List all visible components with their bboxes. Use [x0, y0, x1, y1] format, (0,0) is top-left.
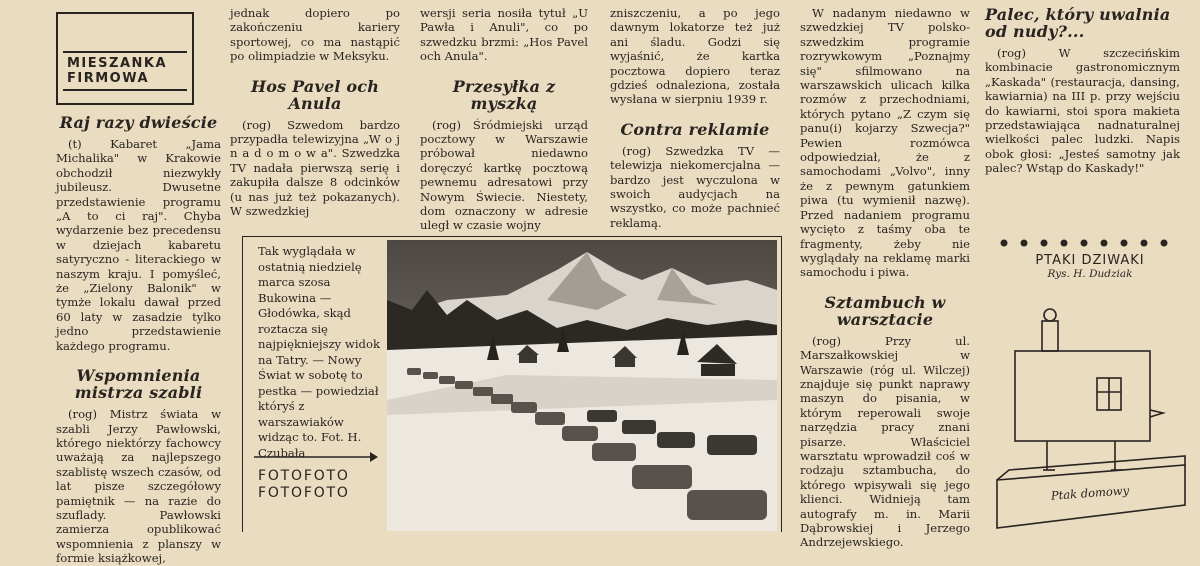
cartoon-house-bird [985, 290, 1200, 531]
section-title-box [56, 12, 194, 105]
dots-ornament [998, 238, 1178, 248]
article-contra: (rog) Szwedzka TV — telewizja niekomercjalna — bardzo jest wyczulona w swoich audycjach na wszystko, co może pachnieć reklamą. [610, 143, 780, 230]
section-title-line-2: FIRMOWA [67, 71, 150, 86]
article-contra-cont: W nadanym niedawno w szwedzkiej TV polsko-szwedzkim programie rozrywkowym „Poznajmy się" sfilmowano na warszawskich ulicach kilka rozmów z przechodniami, których pytano „Z czym się panu(i) kojarzy Szwecja?" Pewien rozmówca odpowiedział, że z samochodami „Volvo", inny że z pewnym gatunkiem piwa (tu wymienił nazwę). Przed nadaniem programu wycięto z taśmy oba te fragmenty, żeby nie wyglądały na reklamę marki samochodu i piwa. [800, 6, 970, 280]
column-2 [230, 6, 400, 218]
column-5 [800, 6, 970, 550]
headline-sztambuch: Sztambuch w warsztacie [824, 292, 946, 329]
headline-wspomnienia: Wspomnienia mistrza szabli [74, 366, 203, 403]
article-przesylka-cont: zniszczeniu, a po jego dawnym lokatorze też już ani śladu. Godzi się wyjaśnić, że kartka pocztowa dopiero teraz gdzieś odnaleziona, została wysłana w sierpniu 1939 r. [610, 6, 780, 107]
tatra-road-photo [387, 240, 777, 531]
headline-contra: Contra reklamie [620, 119, 770, 139]
headline-raj: Raj razy dwieście [59, 113, 218, 132]
photo-caption: Tak wyglądała w ostatnią niedzielę marca szosa Bukowina — Głodówka, skąd roztacza się najpiękniejszy widok na Tatry. — Nowy Świat w sobotę to pestka — powiedział któryś z warszawiaków widząc to. Fot. H. Czubała [258, 244, 380, 460]
headline-przesylka: Przesyłka z myszką [452, 76, 556, 113]
ptaki-author: Rys. H. Dudziak [1047, 268, 1133, 280]
ptaki-title: PTAKI DZIWAKI [1035, 253, 1145, 268]
column-6 [985, 6, 1180, 176]
headline-hos-pavel: Hos Pavel och Anula [250, 76, 380, 113]
article-sztambuch: (rog) Przy ul. Marszałkowskiej w Warszawie (róg ul. Wilczej) znajduje się punkt naprawy maszyn do pisania, w którym reperowali swoje narzędzia pracy znani pisarze. Właściciel warsztatu wprowadził coś w rodzaju sztambucha, do którego wpisywali się jego klienci. Widnieją tam autografy m. in. Marii Dąbrowskiej i Jerzego Andrzejewskiego. [800, 333, 970, 550]
fotofoto-line-1: FOTOFOTO [258, 468, 350, 484]
ptak-domowy-sign: Ptak domowy [1050, 483, 1130, 503]
article-wspomnienia: (rog) Mistrz świata w szabli Jerzy Pawłowski, którego niektórzy fachowcy uważają za najlepszego szablistę wszech czasów, od lat pisze szczegółowy pamiętnik — na razie do szuflady. Pawłowski zamierza opublikować wspomnienia z planszy w formie książkowej, [56, 407, 221, 566]
headline-palec: Palec, który uwalnia od nudy?... [985, 5, 1171, 41]
column-3 [420, 6, 588, 233]
column-4 [610, 6, 780, 230]
article-wspomnienia-cont: jednak dopiero po zakończeniu kariery sportowej, co ma nastąpić po olimpiadzie w Meksyku. [230, 6, 400, 64]
article-hos-pavel: (rog) Szwedom bardzo przypadła telewizyjna „W o j n a d o m o w a". Szwedzka TV nadała pierwszą serię i zakupiła dalsze 8 odcinków (u nas już też pokazanych). W szwedzkiej [230, 117, 400, 219]
article-hos-pavel-cont: wersji seria nosiła tytuł „U Pawła i Anuli", co po szwedzku brzmi: „Hos Pavel och Anula". [420, 6, 588, 64]
fotofoto-label [258, 468, 350, 502]
fotofoto-line-2: FOTOFOTO [258, 485, 350, 501]
section-title [63, 51, 187, 91]
arrow-right-icon [254, 452, 378, 462]
column-1 [56, 110, 221, 566]
article-przesylka: (rog) Śródmiejski urząd pocztowy w Warszawie próbował niedawno doręczyć kartkę pocztową pewnemu adresatowi przy Nowym Świecie. Niestety, dom oznaczony w adresie uległ w czasie wojny [420, 117, 588, 233]
article-raj: (t) Kabaret „Jama Michalika" w Krakowie obchodził niezwykły jubileusz. Dwusetne przedstawienie programu „A to ci raj". Chyba wydarzenie bez precedensu w dziejach kabaretu satyryczno - literackiego w naszym kraju. I pomyśleć, że „Zielony Balonik" w tymże lokalu dawał przed 60 laty w zasadzie tylko jedno przedstawienie każdego programu. [56, 137, 221, 353]
section-title-line-1: MIESZANKA [67, 56, 168, 71]
article-palec: (rog) W szczecińskim kombinacie gastronomicznym „Kaskada" (restauracja, dansing, kawiarnia) na III p. przy wejściu do kawiarni, stoi spora makieta przedstawiająca nadnaturalnej wielkości palec ludzki. Napis obok głosi: „Jesteś samotny jak palec? Wstąp do Kaskady!" [985, 46, 1180, 176]
